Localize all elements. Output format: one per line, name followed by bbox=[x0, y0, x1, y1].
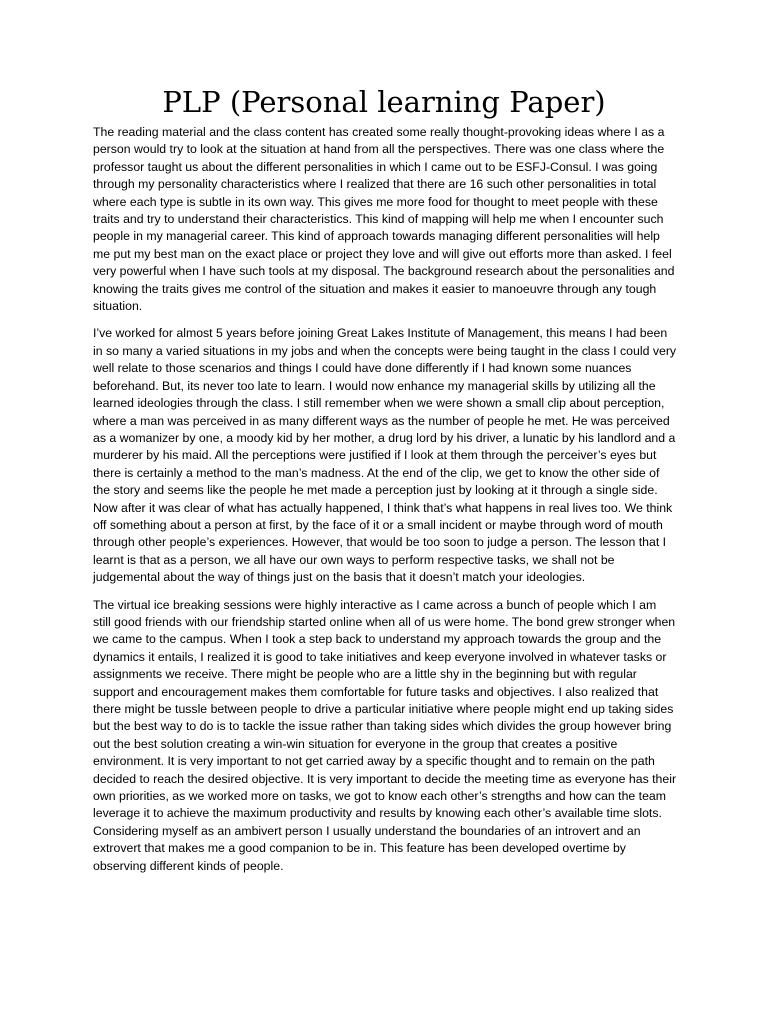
paragraph-personality: The reading material and the class content has created some really thought-provoking ideas where I as a person would try to look at the situation at hand from all the perspectives. There was one class where the professor taught us about the different personalities in which I came out to be ESFJ-Consul. I was going through my personality characteristics where I realized that there are 16 such other personalities in total where each type is subtle in its own way. This gives me more food for thought to meet people with these traits and try to understand their characteristics. This kind of mapping will help me when I encounter such people in my managerial career. This kind of approach towards managing different personalities will help me put my best man on the exact place or project they love and will give out efforts more than asked. I feel very powerful when I have such tools at my disposal. The background research about the personalities and knowing the traits gives me control of the situation and makes it easier to manoeuvre through any tough situation. bbox=[93, 125, 675, 314]
document-body bbox=[93, 124, 677, 885]
paragraph-group-dynamics: The virtual ice breaking sessions were highly interactive as I came across a bunch of people which I am still good friends with our friendship started online when all of us were home. The bond grew stronger when we came to the campus. When I took a step back to understand my approach towards the group and the dynamics it entails, I realized it is good to take initiatives and keep everyone involved in whatever tasks or assignments we receive. There might be people who are a little shy in the beginning but with regular support and encouragement makes them comfortable for future tasks and objectives. I also realized that there might be tussle between people to drive a particular initiative where people might end up taking sides but the best way to do is to tackle the issue rather than taking sides which divides the group however bring out the best solution creating a win-win situation for everyone in the group that creates a positive environment. It is very important to not get carried away by a specific thought and to remain on the path decided to reach the desired objective. It is very important to decide the meeting time as everyone has their own priorities, as we worked more on tasks, we got to know each other’s strengths and how can the team leverage it to achieve the maximum productivity and results by knowing each other’s available time slots. Considering myself as an ambivert person I usually understand the boundaries of an introvert and an extrovert that makes me a good companion to be in. This feature has been developed overtime by observing different kinds of people. bbox=[93, 597, 677, 873]
page-title: PLP (Personal learning Paper) bbox=[162, 85, 606, 119]
paragraph-perception: I’ve worked for almost 5 years before joining Great Lakes Institute of Management, this means I had been in so many a varied situations in my jobs and when the concepts were being taught in the class I could very well relate to those scenarios and things I could have done differently if I had known some nuances beforehand. But, its never too late to learn. I would now enhance my managerial skills by utilizing all the learned ideologies through the class. I still remember when we were shown a small clip about perception, where a man was perceived in as many different ways as the number of people he met. He was perceived as a womanizer by one, a moody kid by her mother, a drug lord by his driver, a lunatic by his landlord and a murderer by his maid. All the perceptions were justified if I look at them through the perceiver’s eyes but there is certainly a method to the man’s madness. At the end of the clip, we get to know the other side of the story and seems like the people he met made a perception just by looking at it through a single side. Now after it was clear of what has actually happened, I think that’s what happens in real lives too. We think off something about a person at first, by the face of it or a small incident or maybe through word of mouth through other people’s experiences. However, that would be too soon to judge a person. The lesson that I learnt is that as a person, we all have our own ways to perform respective tasks, we shall not be judgemental about the way of things just on the basis that it doesn’t match your ideologies. bbox=[93, 326, 677, 585]
